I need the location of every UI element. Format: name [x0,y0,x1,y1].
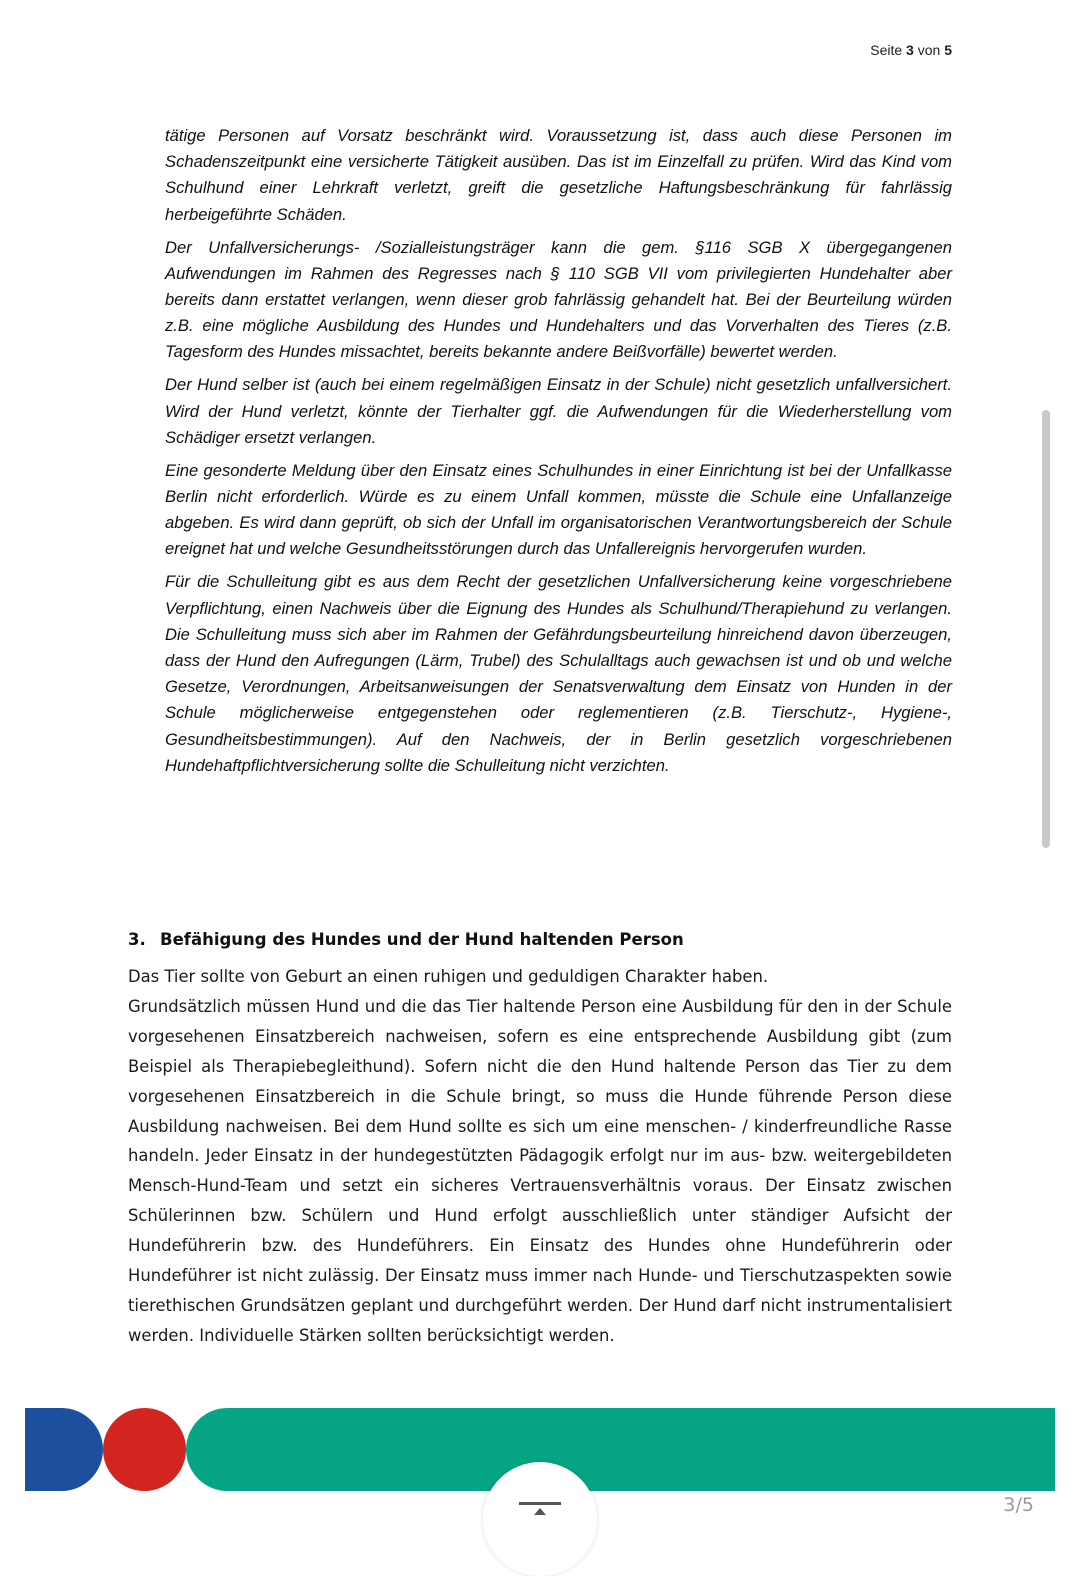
insurance-notes [165,123,952,786]
scrollbar-thumb[interactable] [1042,410,1050,848]
paragraph: tätige Personen auf Vorsatz beschränkt wird. Voraussetzung ist, dass auch diese Personen im Schadenszeitpunkt eine versicherte Tätigkeit ausüben. Das ist im Einzelfall zu prüfen. Wird das Kind vom Schulhund einer Lehrkraft verletzt, greift die gesetzliche Haftungsbeschränkung für fahrlässig herbeigeführte Schäden. [165,126,952,224]
page-label: Seite [870,42,903,58]
page-indicator: 3/5 [1003,1494,1034,1516]
brand-green-bar [186,1408,1055,1491]
paragraph: Für die Schulleitung gibt es aus dem Recht der gesetzlichen Unfallversicherung keine vorgeschriebene Verpflichtung, einen Nachweis über die Eignung des Hundes als Schulhund/Therapiehund zu verlangen. Die Schulleitung muss sich aber im Rahmen der Gefährdungsbeurteilung hinreichend davon überzeugen, dass der Hund den Aufregungen (Lärm, Trubel) des Schulalltags auch gewachsen ist und ob und welche Gesetze, Verordnungen, Arbeitsanweisungen der Senatsverwaltung dem Einsatz von Hunden in der Schule möglicherweise entgegenstehen oder reglementieren (z.B. Tierschutz-, Hygiene-, Gesundheitsbestimmungen). Auf den Nachweis, der in Berlin gesetzlich vorgeschriebenen Hundehaftpflichtversicherung sollte die Schulleitung nicht verzichten. [165,572,952,775]
scroll-to-top-button[interactable] [483,1462,597,1576]
brand-blue-shape [25,1408,103,1491]
section-text: Grundsätzlich müssen Hund und die das Tier haltende Person eine Ausbildung für den in der Schule vorgesehenen Einsatzbereich nachweisen, sofern es eine entsprechende Ausbildung gibt (zum Beispiel als Therapiebegleithund). Sofern nicht die den Hund haltende Person das Tier zu dem vorgesehenen Einsatzbereich in die Schule bringt, so muss die Hunde führende Person diese Ausbildung nachweisen. Bei dem Hund sollte es sich um eine menschen- / kinderfreundliche Rasse handeln. Jeder Einsatz in der hundegestützten Pädagogik erfolgt nur im aus- bzw. weitergebildeten Mensch-Hund-Team und setzt ein sicheres Vertrauensverhältnis voraus. Der Einsatz zwischen Schülerinnen bzw. Schülern und Hund erfolgt ausschließlich unter ständiger Aufsicht der Hundeführerin bzw. des Hundeführers. Ein Einsatz des Hundes ohne Hundeführerin oder Hundeführer ist nicht zulässig. Der Einsatz muss immer nach Hunde- und Tierschutzaspekten sowie tierethischen Grundsätzen geplant und durchgeführt werden. Der Hund darf nicht instrumentalisiert werden. Individuelle Stärken sollten berücksichtigt werden. [128,996,952,1345]
page-of: von [917,42,941,58]
section-body [128,962,952,1351]
section-title: Befähigung des Hundes und der Hund haltenden Person [160,930,684,949]
section-number: 3. [128,930,146,949]
paragraph: Der Unfallversicherungs- /Sozialleistungsträger kann die gem. §116 SGB X übergegangenen Aufwendungen im Rahmen des Regresses nach § 110 SGB VII vom privilegierten Hundehalter aber bereits dann erstattet verlangen, wenn dieser grob fahrlässig gehandelt hat. Bei der Beurteilung würden z.B. eine mögliche Ausbildung des Hundes und Hundehalters und das Vorverhalten des Tieres (z.B. Tagesform des Hundes missachtet, bereits bekannte andere Beißvorfälle) bewertet werden. [165,237,952,362]
vertical-scrollbar[interactable] [1042,410,1052,850]
paragraph: Der Hund selber ist (auch bei einem regelmäßigen Einsatz in der Schule) nicht gesetzlich unfallversichert. Wird der Hund verletzt, könnte der Tierhalter ggf. die Aufwendungen für die Wiederherstellung vom Schädiger ersetzt verlangen. [165,375,952,447]
brand-red-circle [103,1408,186,1491]
paragraph: Eine gesonderte Meldung über den Einsatz eines Schulhundes in einer Einrichtung ist bei der Unfallkasse Berlin nicht erforderlich. Würde es zu einem Unfall kommen, müsste die Schule eine Unfallanzeige abgeben. Es wird dann geprüft, ob sich der Unfall im organisatorischen Verantwortungsbereich der Schule ereignet hat und welche Gesundheitsstörungen durch das Unfallereignis hervorgerufen wurden. [165,460,952,559]
page-header [870,42,952,58]
page-current: 3 [906,42,914,58]
section-heading [128,926,952,954]
section-intro-line: Das Tier sollte von Geburt an einen ruhigen und geduldigen Charakter haben. [128,967,769,986]
section-3 [128,926,952,1351]
page-total: 5 [944,42,952,58]
